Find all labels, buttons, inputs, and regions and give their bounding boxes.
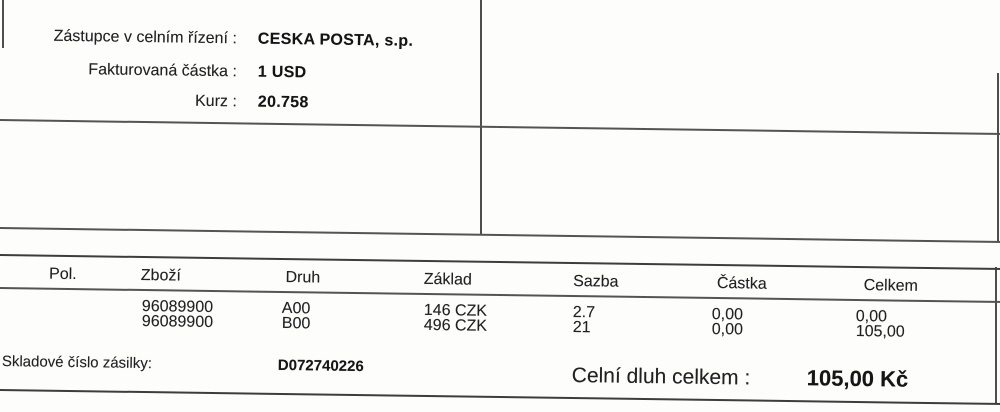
items-table-row-2 [0, 311, 1000, 341]
field-exchange-rate [0, 90, 1000, 112]
top-box-divider-rule [0, 119, 1000, 135]
col-header-castka: Částka [716, 275, 767, 293]
field-invoiced-amount [0, 60, 1000, 82]
storage-number-label: Skladové číslo zásilky: [1, 353, 153, 373]
cell-sazba: 2.7 [572, 304, 596, 322]
field-representative [0, 27, 1000, 50]
cell-celkem: 0,00 [855, 307, 888, 326]
field-invoiced-amount-label: Fakturovaná částka : [88, 61, 237, 81]
customs-debt-total-label: Celní dluh celkem : [571, 363, 751, 390]
field-exchange-rate-label: Kurz : [194, 92, 237, 111]
field-invoiced-amount-value: 1 USD [257, 63, 307, 82]
cell-druh: A00 [281, 299, 311, 318]
col-header-pol: Pol. [48, 265, 77, 284]
customs-debt-total-value: 105,00 Kč [806, 365, 909, 392]
col-header-zaklad: Základ [423, 270, 472, 289]
col-header-zbozi: Zboží [140, 266, 181, 285]
table-right-edge-rule [995, 267, 997, 404]
col-header-sazba: Sazba [573, 273, 619, 291]
page-bottom-rule [0, 389, 1000, 405]
cell-zaklad: 496 CZK [423, 316, 488, 335]
cell-druh: B00 [281, 314, 311, 333]
cell-castka: 0,00 [711, 305, 744, 324]
cell-celkem: 105,00 [855, 322, 905, 341]
cell-zbozi: 96089900 [141, 297, 214, 316]
footer-row [0, 353, 1000, 392]
top-section-right-edge-rule [997, 73, 999, 242]
cell-zbozi: 96089900 [141, 312, 214, 331]
cell-castka: 0,00 [711, 320, 744, 339]
top-section-vertical-divider [480, 0, 482, 234]
field-exchange-rate-value: 20.758 [257, 93, 309, 112]
field-representative-value: CESKA POSTA, s.p. [257, 30, 414, 50]
storage-number-value: D072740226 [277, 356, 364, 376]
col-header-druh: Druh [285, 268, 321, 287]
cell-sazba: 21 [572, 319, 591, 337]
cell-zaklad: 146 CZK [423, 301, 488, 320]
middle-box-bottom-rule [0, 227, 1000, 243]
col-header-celkem: Celkem [863, 277, 919, 295]
field-representative-label: Zástupce v celním řízení : [53, 27, 237, 48]
